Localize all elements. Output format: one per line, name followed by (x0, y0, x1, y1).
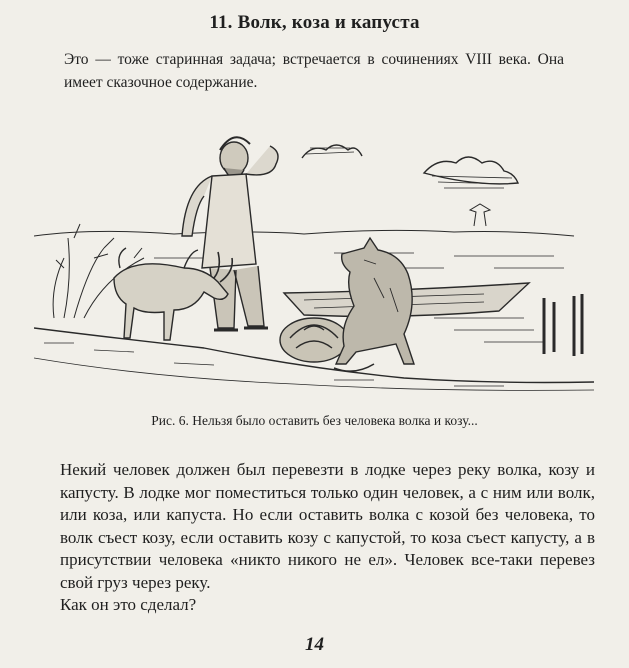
page-number: 14 (305, 634, 324, 655)
distant-mill (470, 204, 490, 226)
figure-caption: Рис. 6. Нельзя было оставить без человека волка и козу... (151, 413, 478, 428)
problem-text (60, 459, 595, 617)
cabbage (280, 318, 348, 362)
mooring-post (544, 298, 554, 354)
illustration-wolf-goat-cabbage (34, 118, 594, 408)
problem-question: Как он это сделал? (60, 595, 197, 614)
cloud-left (302, 145, 362, 158)
section-title: 11. Волк, коза и капуста (209, 12, 420, 33)
problem-paragraph: Некий человек должен был перевезти в лодке через реку волка, козу и капусту. В лодке мог поместиться только один человек, а с ним или волк, или коза, или капуста. Но если оставить волка с козой без человека, то волк съест козу, если оставить козу с капустой, то коза съест капусту, а в присутствии человека «никто никого не ел». Человек все-таки перевез свой груз через реку. (60, 460, 595, 592)
intro-paragraph: Это — тоже старинная задача; встречается в сочинениях VIII века. Она имеет сказочное содержание. (64, 51, 564, 91)
cloud-right (424, 157, 518, 188)
mooring-post (574, 294, 582, 356)
